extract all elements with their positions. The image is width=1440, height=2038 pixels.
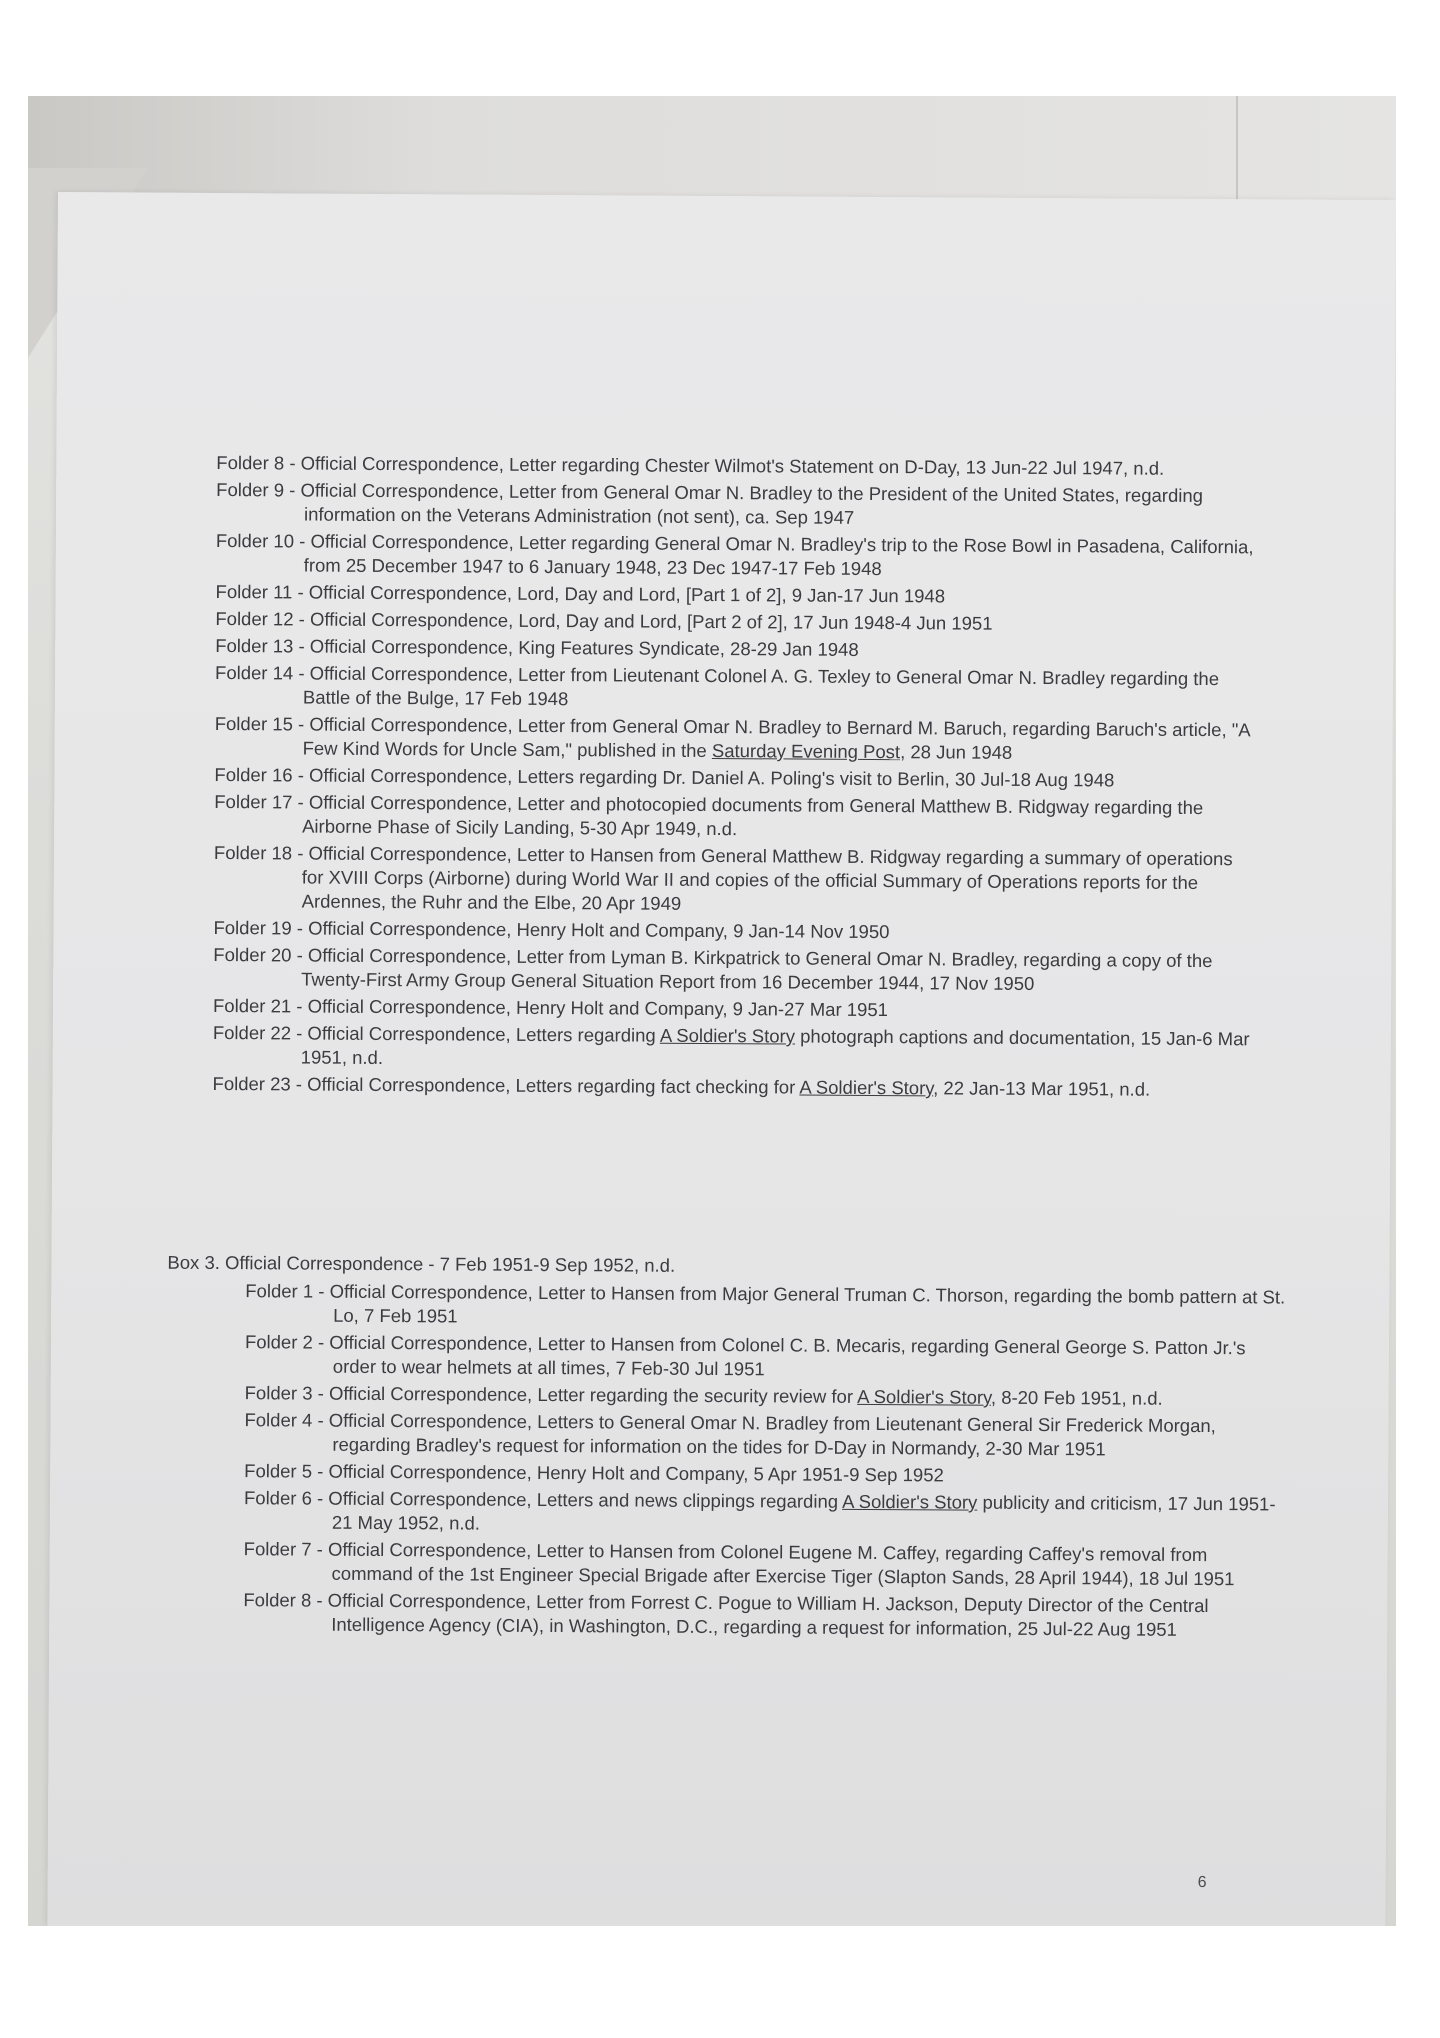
folder-entry (216, 478, 1256, 532)
publication-title: A Soldier's Story (842, 1490, 978, 1513)
folder-label: Folder 21 - (212, 994, 303, 1017)
folder-description: Official Correspondence, Letters regarding (307, 1022, 660, 1046)
folder-label: Folder 15 - (214, 712, 305, 735)
publication-title: A Soldier's Story (857, 1385, 992, 1408)
folder-label: Folder 13 - (215, 634, 305, 657)
folder-entry (243, 1588, 1285, 1642)
folder-label: Folder 20 - (213, 943, 303, 966)
folder-description-end: , 22 Jan-13 Mar 1951, n.d. (933, 1077, 1151, 1100)
folder-description: Official Correspondence, Letters to General Omar N. Bradley from Lieutenant General Sir Frederick Morgan, regarding Bradley's request for information on the tides for D-Day in Normandy, 2-30 Mar 1951 (328, 1409, 1216, 1460)
folder-entry (212, 1072, 1252, 1102)
folder-label: Folder 19 - (213, 916, 304, 939)
folder-description: Official Correspondence, Letter from General Omar N. Bradley to Bernard M. Baruch, regarding Baruch's article, "A Few Kind Words for Uncle Sam," published in the (302, 713, 1250, 762)
box-2-folder-list (212, 451, 1256, 1105)
folder-entry (215, 580, 1255, 610)
folder-label: Folder 8 - (243, 1589, 323, 1611)
folder-label: Folder 6 - (243, 1487, 324, 1509)
folder-description-end: , 8-20 Feb 1951, n.d. (990, 1386, 1163, 1409)
folder-description: Official Correspondence, Letter regarding the security review for (328, 1382, 858, 1407)
folder-description-end: , 28 Jun 1948 (900, 741, 1013, 763)
document-page (47, 192, 1396, 1926)
folder-entry (213, 916, 1253, 946)
folder-description-end: photograph captions and documentation, 15 Jan-6 Mar 1951, n.d. (300, 1025, 1250, 1069)
folder-label: Folder 1 - (245, 1280, 325, 1302)
folder-description-end: publicity and criticism, 17 Jun 1951-21 May 1952, n.d. (331, 1491, 1276, 1534)
photo-background (28, 96, 1396, 1926)
folder-label: Folder 12 - (215, 607, 305, 630)
publication-title: A Soldier's Story (659, 1024, 796, 1047)
folder-description: Official Correspondence, Letter and photocopied documents from General Matthew B. Ridgway regarding the Airborne Phase of Sicily Landing, 5-30 Apr 1949, n.d. (302, 791, 1204, 840)
folder-label: Folder 17 - (214, 790, 304, 813)
folder-entry (214, 790, 1254, 844)
folder-description: Official Correspondence, Letter to Hansen from Major General Truman C. Thorson, regarding the bomb pattern at St. Lo, 7 Feb 1951 (329, 1280, 1286, 1327)
folder-label: Folder 5 - (244, 1460, 324, 1482)
folder-label: Folder 22 - (212, 1021, 303, 1044)
page-number: 6 (1197, 1873, 1207, 1892)
folder-label: Folder 3 - (244, 1382, 324, 1404)
box-3-label: Box 3. (167, 1251, 220, 1274)
folder-entry (214, 841, 1254, 919)
folder-label: Folder 9 - (216, 478, 296, 501)
folder-description: Official Correspondence, Letters regarding Dr. Daniel A. Poling's visit to Berlin, 30 Jul-18 Aug 1948 (308, 764, 1115, 791)
box-3-section (165, 1251, 1287, 1646)
folder-description: Official Correspondence, Henry Holt and Company, 5 Apr 1951-9 Sep 1952 (328, 1460, 944, 1486)
folder-label: Folder 23 - (212, 1072, 303, 1095)
folder-description: Official Correspondence, Henry Holt and Company, 9 Jan-14 Nov 1950 (308, 917, 890, 943)
folder-description: Official Correspondence, Lord, Day and Lord, [Part 2 of 2], 17 Jun 1948-4 Jun 1951 (309, 608, 993, 634)
folder-entry (216, 529, 1256, 583)
folder-entry (245, 1279, 1287, 1333)
publication-title: Saturday Evening Post (711, 740, 901, 763)
folder-entry (214, 763, 1254, 793)
folder-entry (244, 1486, 1286, 1540)
folder-description: Official Correspondence, Letter from Forrest C. Pogue to William H. Jackson, Deputy Director of the Central Intelligence Agency (CIA), in Washington, D.C., regarding a request for information, 25 Jul-22 Aug 1951 (327, 1589, 1209, 1640)
folder-description: Official Correspondence, Letter regarding General Omar N. Bradley's trip to the Rose Bowl in Pasadena, California, from 25 December 1947 to 6 January 1948, 23 Dec 1947-17 Feb 1948 (303, 530, 1254, 580)
folder-entry (216, 451, 1256, 481)
folder-entry (245, 1381, 1287, 1411)
folder-label: Folder 18 - (213, 841, 304, 864)
folder-description: Official Correspondence, Lord, Day and Lord, [Part 1 of 2], 9 Jan-17 Jun 1948 (308, 581, 946, 607)
folder-entry (244, 1408, 1286, 1462)
folder-description: Official Correspondence, Letter from Lieutenant Colonel A. G. Texley to General Omar N. Bradley regarding the Battle of the Bulge, 17 Feb 1948 (302, 662, 1220, 710)
folder-label: Folder 14 - (215, 661, 305, 684)
folder-entry (215, 634, 1255, 664)
folder-entry (213, 1021, 1253, 1075)
folder-description: Official Correspondence, Letters and news clippings regarding (328, 1487, 843, 1512)
folder-description: Official Correspondence, Letter from General Omar N. Bradley to the President of the United States, regarding information on the Veterans Administration (not sent), ca. Sep 1947 (300, 479, 1204, 528)
publication-title: A Soldier's Story (799, 1076, 934, 1099)
folder-label: Folder 11 - (215, 580, 304, 603)
folder-label: Folder 4 - (244, 1409, 324, 1431)
folder-label: Folder 8 - (216, 451, 296, 474)
folder-label: Folder 16 - (214, 763, 304, 786)
folder-entry (213, 943, 1253, 997)
folder-description: Official Correspondence, Letter from Lyman B. Kirkpatrick to General Omar N. Bradley, regarding a copy of the Twenty-First Army Group General Situation Report from 16 December 1944, 17 Nov 1950 (301, 944, 1213, 994)
folder-description: Official Correspondence, Letter to Hansen from Colonel Eugene M. Caffey, regarding Caffey's removal from command of the 1st Engineer Special Brigade after Exercise Tiger (Slapton Sands, 28 April 1944), 18 Jul 1951 (327, 1538, 1235, 1590)
folder-description: Official Correspondence, Henry Holt and Company, 9 Jan-27 Mar 1951 (307, 995, 889, 1021)
folder-entry (243, 1537, 1285, 1591)
folder-description: Official Correspondence, Letter to Hansen from General Matthew B. Ridgway regarding a summary of operations for XVIII Corps (Airborne) during World War II and copies of the official Summary of Operations reports for the Ardennes, the Ruhr and the Elbe, 20 Apr 1949 (301, 842, 1233, 914)
box-3-folder-list (165, 1279, 1287, 1643)
folder-description: Official Correspondence, Letter regarding Chester Wilmot's Statement on D-Day, 13 Jun-22 Jul 1947, n.d. (300, 452, 1165, 479)
folder-label: Folder 10 - (215, 529, 306, 552)
folder-entry (215, 712, 1255, 766)
box-3-heading (167, 1251, 1287, 1282)
folder-entry (215, 607, 1255, 637)
folder-label: Folder 2 - (244, 1331, 325, 1353)
folder-entry (215, 661, 1255, 715)
folder-description: Official Correspondence, Letters regarding fact checking for (307, 1073, 800, 1098)
box-3-title: Official Correspondence - 7 Feb 1951-9 Sep 1952, n.d. (224, 1252, 676, 1276)
folder-label: Folder 7 - (243, 1538, 323, 1560)
folder-description: Official Correspondence, King Features Syndicate, 28-29 Jan 1948 (309, 635, 859, 660)
folder-entry (213, 994, 1253, 1024)
folder-entry (245, 1330, 1287, 1384)
folder-entry (244, 1459, 1286, 1489)
folder-description: Official Correspondence, Letter to Hansen from Colonel C. B. Mecaris, regarding General George S. Patton Jr.'s order to wear helmets at all times, 7 Feb-30 Jul 1951 (329, 1331, 1246, 1380)
